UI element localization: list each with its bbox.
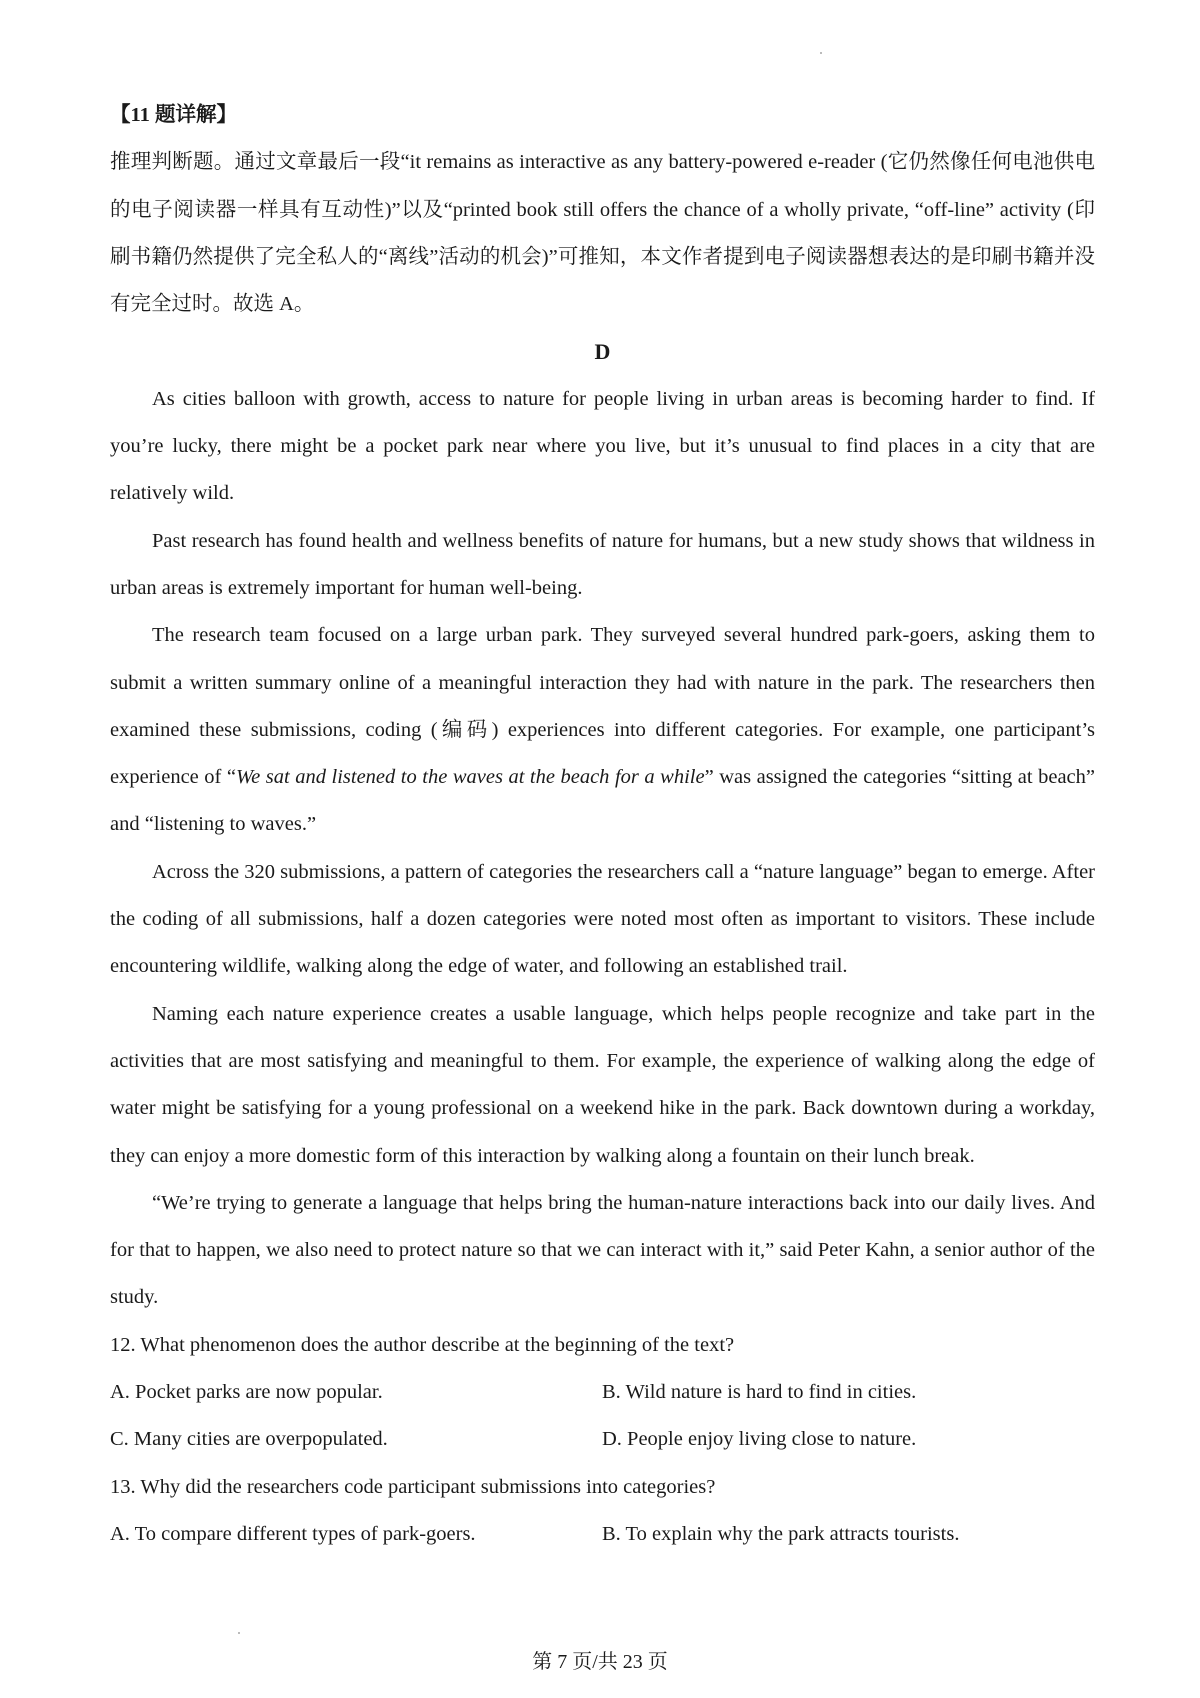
question-12-option-c: C. Many cities are overpopulated.	[110, 1428, 388, 1451]
document-page	[110, 92, 1095, 1558]
explanation-text: 推理判断题。通过文章最后一段“it remains as interactive as any battery-powered e-reader (它仍然像任何电池供电的电子阅读器一样具有互动性)”以及“printed book still offers the chance of a wholly private, “off-line” activity (印刷书籍仍然提供了完全私人的“离线”活动的机会)”可推知，本文作者提到电子阅读器想表达的是印刷书籍并没有完全过时。故选 A。	[110, 151, 1095, 316]
passage-paragraph-3	[110, 612, 1095, 848]
question-13-stem: 13. Why did the researchers code participant submissions into categories?	[110, 1475, 716, 1498]
passage-paragraph-5: Naming each nature experience creates a usable language, which helps people recognize and take part in the activities that are most satisfying and meaningful to them. For example, the experience of walking along the edge of water might be satisfying for a young professional on a weekend hike in the park. Back downtown during a workday, they can enjoy a more domestic form of this interaction by walking along a fountain on their lunch break.	[110, 1002, 1095, 1167]
question-13-options-row-1	[110, 1511, 1095, 1558]
question-13-option-b: B. To explain why the park attracts tourists.	[602, 1522, 960, 1545]
paragraph-3-text-start: The research team focused on a large urban park. They surveyed several hundred park-goers, asking them to submit a written summary online of a meaningful interaction they had with nature in the park. The researchers then examined these submissions, coding (编码) experiences into different categories. For example, one participant’s experience of “	[110, 624, 1095, 789]
question-12-stem: 12. What phenomenon does the author describe at the beginning of the text?	[110, 1333, 735, 1356]
passage-label: D	[594, 339, 611, 365]
scan-speck	[238, 1632, 240, 1634]
passage-paragraph-4: Across the 320 submissions, a pattern of categories the researchers call a “nature language” began to emerge. After the coding of all submissions, half a dozen categories were noted most often as important to visitors. These include encountering wildlife, walking along the edge of water, and following an established trail.	[110, 860, 1095, 978]
paragraph-3-text-end: ” was assigned the categories “sitting at beach” and “listening to waves.”	[110, 766, 1095, 836]
explanation-heading: 【11 题详解】	[110, 104, 237, 126]
passage-paragraph-6: “We’re trying to generate a language that helps bring the human-nature interactions back into our daily lives. And for that to happen, we also need to protect nature so that we can interact with it,” said Peter Kahn, a senior author of the study.	[110, 1191, 1095, 1309]
scan-speck	[820, 52, 822, 54]
passage-paragraph-1: As cities balloon with growth, access to nature for people living in urban areas is becoming harder to find. If you’re lucky, there might be a pocket park near where you live, but it’s unusual to find places in a city that are relatively wild.	[110, 387, 1095, 505]
paragraph-3-quote: We sat and listened to the waves at the beach for a while	[235, 766, 705, 789]
question-13-option-a: A. To compare different types of park-goers.	[110, 1522, 476, 1545]
question-12-option-b: B. Wild nature is hard to find in cities.	[602, 1381, 917, 1404]
question-12-options-row-1	[110, 1369, 1095, 1416]
passage-paragraph-2: Past research has found health and wellness benefits of nature for humans, but a new study shows that wildness in urban areas is extremely important for human well-being.	[110, 529, 1095, 599]
question-12-option-d: D. People enjoy living close to nature.	[602, 1428, 917, 1451]
question-12-options-row-2	[110, 1416, 1095, 1463]
page-footer: 第 7 页/共 23 页	[532, 1651, 668, 1673]
question-12-option-a: A. Pocket parks are now popular.	[110, 1381, 383, 1404]
